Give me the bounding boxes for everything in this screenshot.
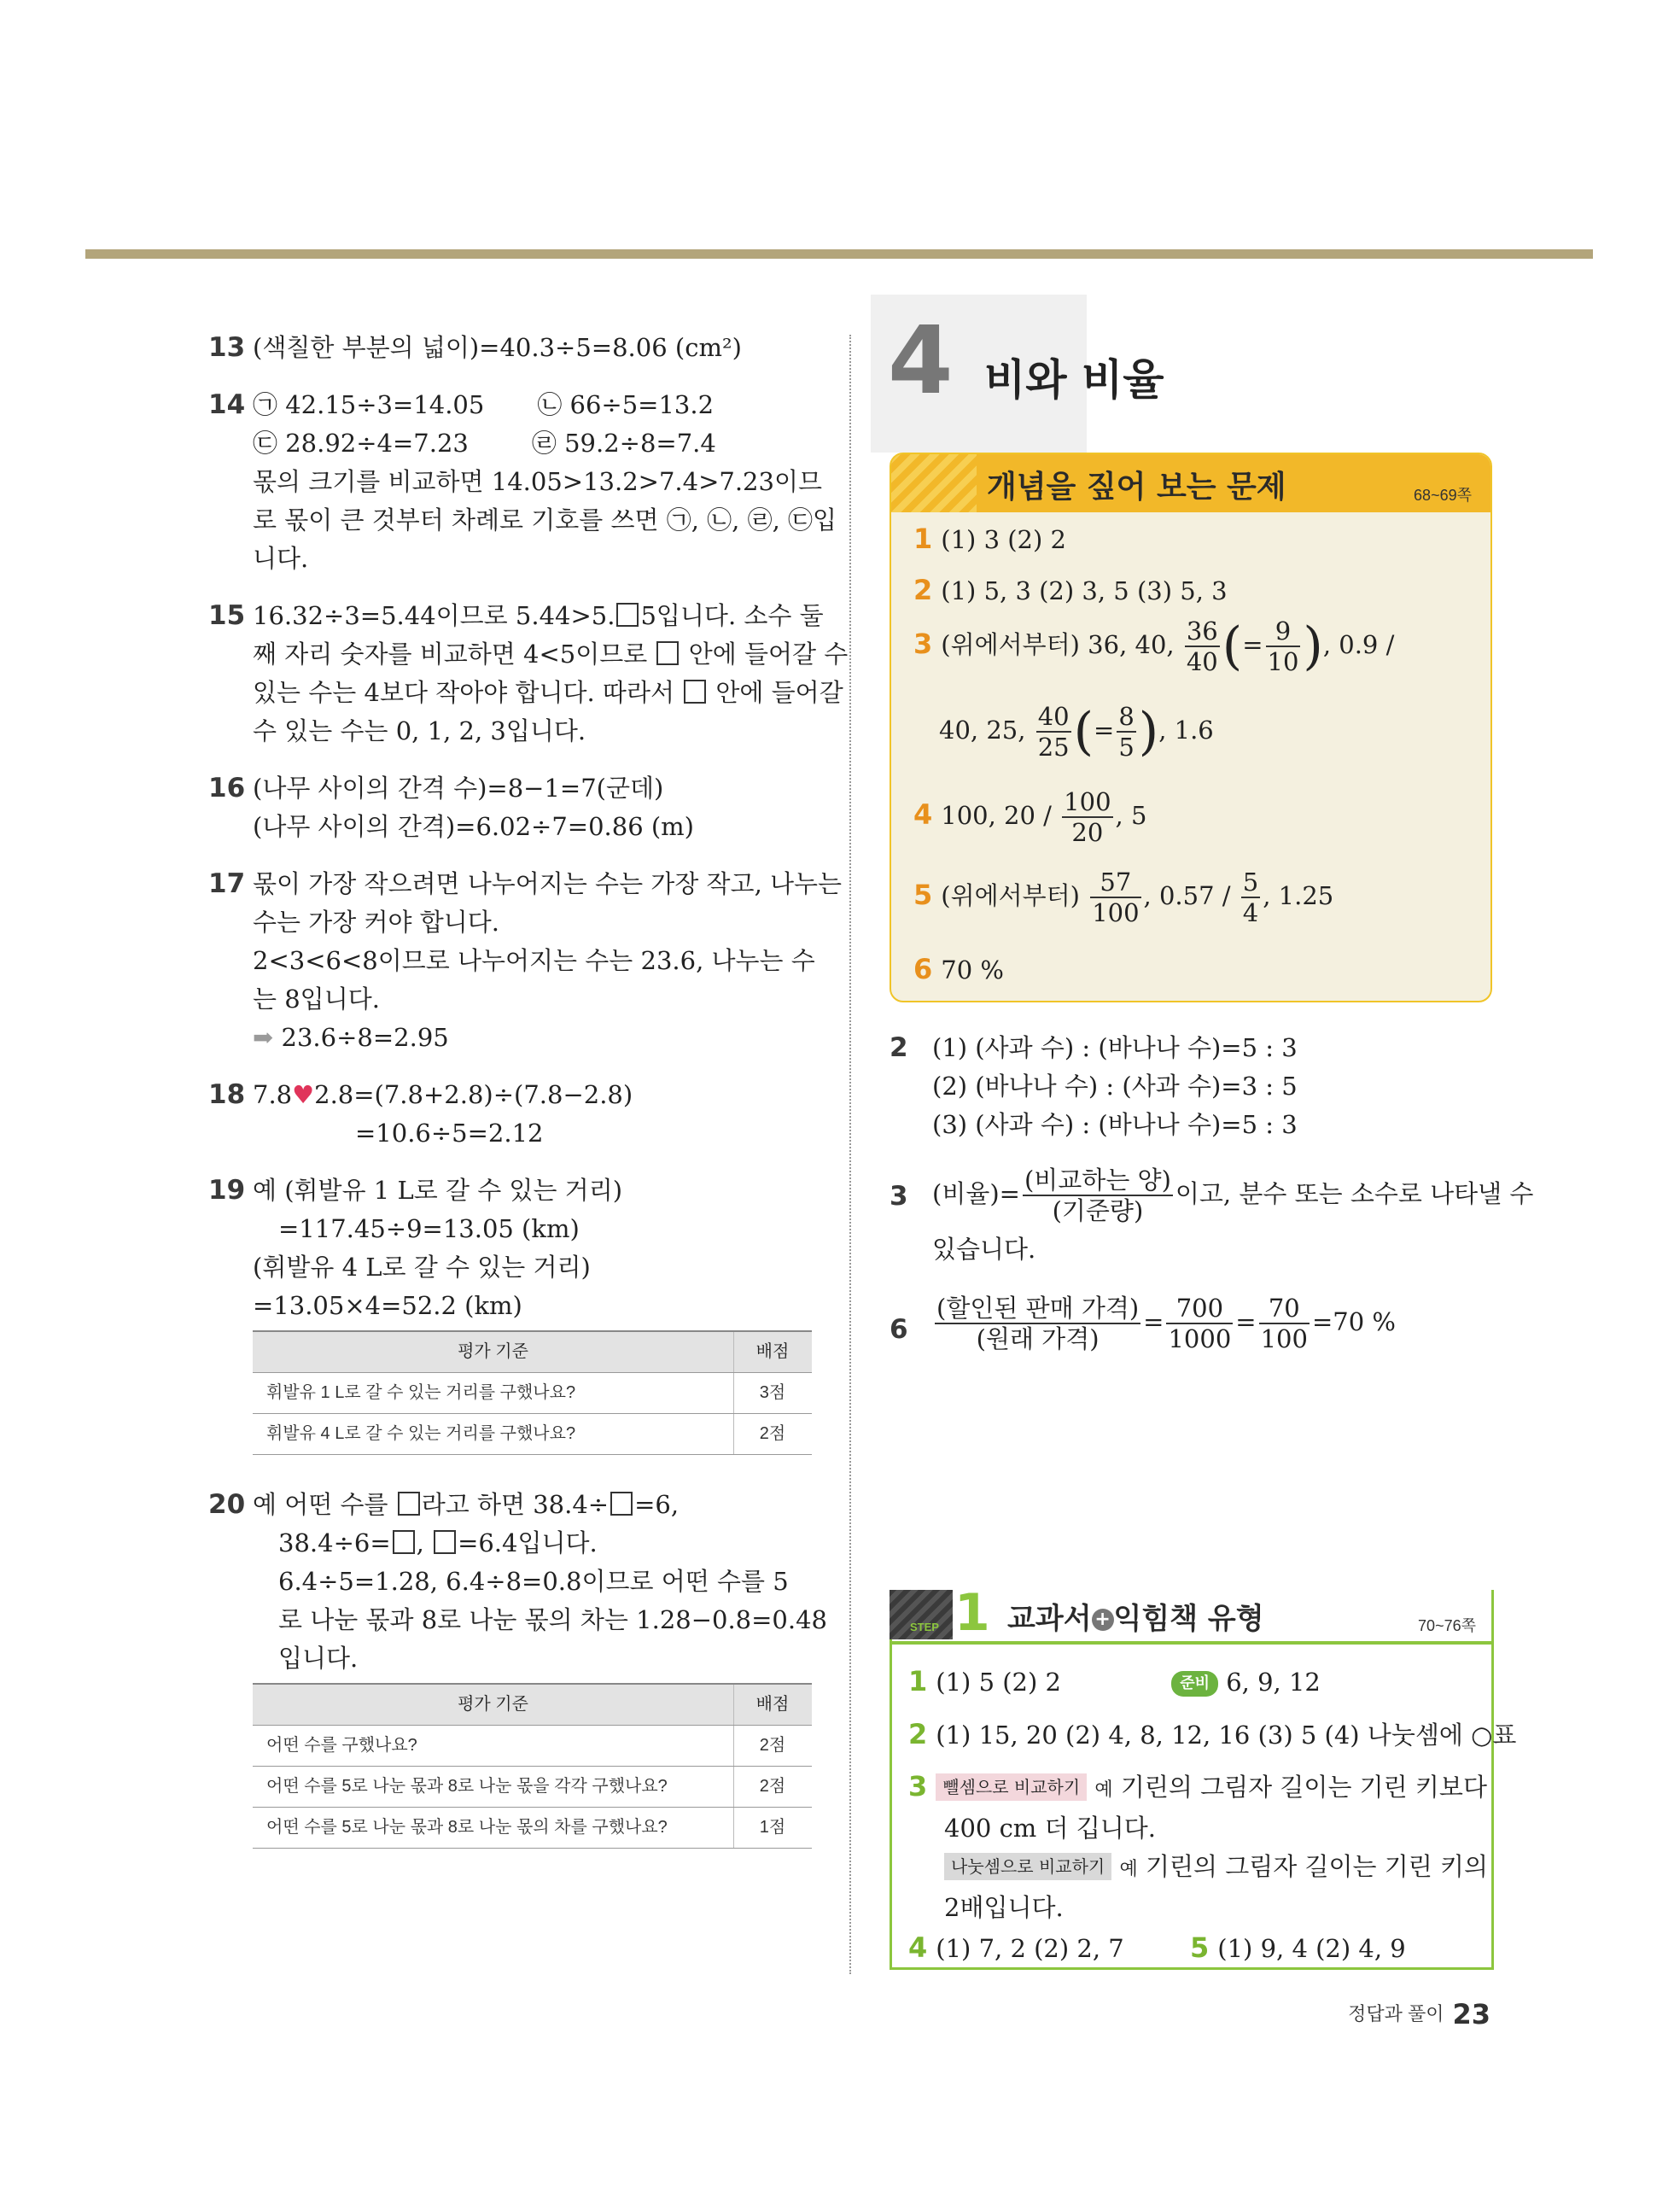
step-number: 1 [954,1583,990,1643]
numerator: 57 [1090,868,1140,898]
answer-body [890,1029,1298,1144]
item-d: ㉣ 59.2÷8=7.4 [531,429,716,458]
concept-answer-6 [913,953,1004,985]
text: 째 자리 숫자를 비교하면 4<5이므로 [253,640,648,669]
answer-line: 는 8입니다. [253,984,380,1014]
text: 38.4÷6= [278,1528,391,1557]
page-range: 70~76쪽 [1418,1617,1476,1634]
fraction [1023,1166,1173,1225]
answer-line: =117.45÷9=13.05 (km) [278,1214,580,1243]
answer-number: 2 [908,1718,928,1750]
concept-answer-5 [913,868,1333,927]
answer-text: (1) 3 (2) 2 [941,525,1066,554]
problem-18 [208,1076,810,1153]
problem-16 [208,769,810,846]
plus-icon: + [1092,1609,1114,1631]
text: =70 % [1311,1307,1396,1336]
text: 23.6÷8=2.95 [281,1023,449,1052]
blank-box [393,1530,415,1554]
method-tag: 나눗셈으로 비교하기 [944,1853,1111,1880]
concept-answer-1 [913,523,1066,555]
answer-number: 1 [908,1665,928,1697]
text: 7.8 [253,1080,293,1109]
answer-line [253,597,824,635]
problem-15 [208,597,849,751]
answer-text: (위에서부터) 36, 40, [941,630,1175,659]
answer-line: 로 나눈 몫과 8로 나눈 몫의 차는 1.28−0.8=0.48 [278,1605,828,1634]
heart-icon: ♥ [292,1080,315,1109]
answer-line: (휘발유 4 L로 갈 수 있는 거리) [253,1253,591,1282]
answer-number: 4 [908,1931,928,1964]
answer-number: 6 [913,953,933,985]
answer-line: 있습니다. [932,1235,1036,1264]
numerator: (비교하는 양) [1024,1166,1171,1195]
fraction [1185,616,1220,676]
answer-number: 4 [913,798,933,831]
problem-3 [890,1166,1533,1269]
answer-text: 6, 9, 12 [1226,1668,1321,1697]
equals: = [1235,1307,1257,1336]
item-b: ㉡ 66÷5=13.2 [537,390,715,419]
answer-line: 수는 가장 커야 합니다. [253,908,499,937]
fraction [1036,702,1071,762]
numerator: (할인된 판매 가격) [936,1294,1140,1323]
numerator: 100 [1064,787,1111,816]
denominator: 4 [1242,898,1259,927]
chapter-number: 4 [888,306,954,415]
answer-number: 3 [913,628,933,660]
blank-box [616,603,639,627]
table-row [253,1726,812,1767]
text: 5입니다. 소수 둘 [640,601,824,630]
page-footer [1348,1998,1490,2030]
answer-line [908,1848,1488,1889]
score-cell: 2점 [734,1767,813,1808]
prep-badge: 준비 [1171,1671,1218,1697]
fraction [1266,616,1301,676]
denominator: 100 [1260,1324,1308,1353]
answer-line: (3) (사과 수) : (바나나 수)=5 : 3 [932,1110,1298,1139]
fraction [1117,702,1135,762]
numerator: 5 [1242,868,1259,897]
concept-answer-3: 3 (위에서부터) 36, 40, $\frac{36}{40}$ (= $\frac{9}{10}$ ), 0.9 / [913,616,1395,676]
criteria-cell: 어떤 수를 구했나요? [253,1726,734,1767]
fraction [935,1294,1140,1353]
numerator: 36 [1186,616,1218,646]
answer-line [253,1076,810,1114]
answer-text: (1) 7, 2 (2) 2, 7 [936,1934,1124,1963]
step1-header [890,1583,1491,1645]
answer-number: 1 [913,523,933,555]
answer-line [253,1524,810,1563]
score-cell: 3점 [734,1373,813,1414]
example-mark: 예 [1094,1779,1113,1801]
blank-box [684,680,706,704]
problem-2 [890,1029,1298,1144]
table-row [253,1767,812,1808]
chapter-title: 비와 비율 [984,355,1164,405]
answer-line [253,424,810,463]
answer-line: 400 cm 더 깁니다. [944,1814,1157,1843]
denominator: 10 [1267,647,1299,676]
header-criteria: 평가 기준 [253,1684,734,1726]
left-column [208,329,849,1867]
text: 16.32÷3=5.44이므로 5.44>5. [253,601,615,630]
concept-answer-3-cont: 40, 25, $\frac{40}{25}$ (= $\frac{8}{5}$ ), 1.6 [939,702,1214,762]
step-answer-1 [908,1665,1321,1697]
answer-number: 2 [913,574,933,606]
answer-line [253,1019,810,1057]
step-answer-5 [1190,1931,1406,1964]
answer-text: (1) 9, 4 (2) 4, 9 [1217,1934,1406,1963]
fraction [1259,1294,1310,1353]
answer-number: 3 [908,1770,928,1802]
problem-number: 13 [208,332,246,363]
fraction [1062,787,1112,847]
table-row [253,1808,812,1849]
denominator: 40 [1186,647,1218,676]
step-answer-2 [908,1716,1516,1751]
header-score: 배점 [734,1684,813,1726]
answer-line: 2배입니다. [944,1893,1064,1922]
problem-19 [208,1171,810,1455]
blank-box [398,1492,420,1516]
item-c: ㉢ 28.92÷4=7.23 [253,429,469,458]
numerator: 700 [1166,1294,1233,1324]
problem-13 [208,329,810,367]
criteria-cell: 휘발유 1 L로 갈 수 있는 거리를 구했나요? [253,1373,734,1414]
answer-line: 몫의 크기를 비교하면 14.05>13.2>7.4>7.23이므 [253,467,822,496]
concept-title: 개념을 짚어 보는 문제 [987,470,1286,505]
answer-text: (1) 5 (2) 2 [936,1668,1061,1697]
text: 이고, 분수 또는 소수로 나타낼 수 [1175,1179,1534,1208]
answer-line [253,635,849,674]
answer-line: (1) (사과 수) : (바나나 수)=5 : 3 [932,1033,1298,1062]
text: 안에 들어갈 [715,678,843,707]
answer-line [253,674,843,712]
problem-number: 14 [208,389,246,420]
scoring-table [253,1683,812,1849]
item-a: ㉠ 42.15÷3=14.05 [253,390,485,419]
answer-text: (위에서부터) [941,881,1080,910]
problem-number: 17 [208,868,246,899]
problem-17 [208,865,843,1057]
denominator: 5 [1118,733,1135,762]
answer-line: (나무 사이의 간격)=6.02÷7=0.86 (m) [253,812,694,841]
problem-number: 19 [208,1175,246,1206]
equals: = [1143,1307,1164,1336]
answer-number: 5 [913,879,933,911]
answer-text: 기린의 그림자 길이는 기린 키보다 [1120,1773,1487,1802]
answer-line: 2<3<6<8이므로 나누어지는 수는 23.6, 나누는 수 [253,946,815,975]
text: 2.8=(7.8+2.8)÷(7.8−2.8) [314,1080,633,1109]
step-title [1007,1595,1264,1637]
denominator: (기준량) [1052,1196,1144,1225]
problem-number: 15 [208,600,246,631]
answer-text: , 5 [1115,801,1147,830]
denominator: 25 [1037,733,1070,762]
problem-number: 2 [890,1032,908,1063]
method-tag: 뺄셈으로 비교하기 [936,1773,1087,1801]
blank-box [434,1530,456,1554]
answer-text: , 1.25 [1263,881,1334,910]
problem-14 [208,386,837,578]
denominator: (원래 가격) [976,1324,1100,1353]
problem-number: 18 [208,1079,246,1110]
answer-line: (나무 사이의 간격 수)=8−1=7(군데) [253,774,664,803]
problem-number: 3 [890,1181,908,1212]
criteria-cell: 어떤 수를 5로 나눈 몫과 8로 나눈 몫을 각각 구했나요? [253,1767,734,1808]
denominator: 20 [1071,818,1104,847]
answer-line: 예 (휘발유 1 L로 갈 수 있는 거리) [253,1176,623,1205]
text: =6.4입니다. [458,1528,598,1557]
step-answer-3 [908,1767,1488,1927]
scoring-table [253,1330,812,1455]
answer-line: 몫이 가장 작으려면 나누어지는 수는 가장 작고, 나누는 [253,869,843,898]
title-part: 익힘책 유형 [1113,1602,1264,1636]
text: 있는 수는 4보다 작아야 합니다. 따라서 [253,678,674,707]
answer-line: (색칠한 부분의 넓이)=40.3÷5=8.06 (cm²) [253,333,742,362]
answer-text: 40, 25, [939,716,1026,745]
problem-number: 6 [890,1314,908,1345]
answer-body [890,1166,1533,1269]
answer-line: 니다. [253,544,309,573]
answer-text: 70 % [941,955,1004,984]
answer-line: 6.4÷5=1.28, 6.4÷8=0.8이므로 어떤 수를 5 [278,1567,789,1596]
arrow-right-icon: ➡ [253,1023,274,1052]
concept-answer-4 [913,787,1146,847]
problem-20 [208,1486,828,1849]
answer-line: 로 몫이 큰 것부터 차례로 기호를 쓰면 ㉠, ㉡, ㉣, ㉢입 [253,505,837,535]
fraction [1090,868,1140,927]
header-rule [85,249,1593,259]
numerator: 40 [1037,702,1070,731]
text: 예 어떤 수를 [253,1490,388,1519]
numerator: 9 [1266,616,1301,647]
answer-line: =10.6÷5=2.12 [355,1119,544,1148]
answer-number: 5 [1190,1931,1210,1964]
blank-box [610,1492,633,1516]
criteria-cell: 휘발유 4 L로 갈 수 있는 거리를 구했나요? [253,1414,734,1455]
denominator: 100 [1092,898,1140,927]
score-cell: 2점 [734,1414,813,1455]
answer-line [253,1486,810,1524]
header-score: 배점 [734,1331,813,1373]
criteria-cell: 어떤 수를 5로 나눈 몫과 8로 나눈 몫의 차를 구했나요? [253,1808,734,1849]
problem-6 [890,1294,1396,1353]
numerator: 8 [1118,702,1135,731]
title-part: 교과서 [1007,1602,1092,1636]
step-answer-4 [908,1931,1124,1964]
answer-line: 입니다. [278,1644,359,1673]
example-mark: 예 [1119,1859,1138,1880]
answer-line: =13.05×4=52.2 (km) [253,1291,522,1320]
text: , [416,1528,424,1557]
answer-line: 수 있는 수는 0, 1, 2, 3입니다. [253,716,586,745]
text: 라고 하면 38.4÷ [421,1490,610,1519]
score-cell: 2점 [734,1726,813,1767]
blank-box [656,641,679,665]
answer-text: , 1.6 [1158,716,1214,745]
page-number: 23 [1452,1998,1490,2030]
answer-text: 기린의 그림자 길이는 기린 키의 [1145,1852,1489,1881]
concept-review-box [890,453,1492,1002]
text: =6, [634,1490,680,1519]
denominator: 1000 [1168,1324,1232,1353]
fraction [1166,1294,1233,1353]
text: (비율)= [932,1179,1020,1208]
answer-text: , 0.57 / [1143,881,1231,910]
header-stripe [891,454,977,512]
answer-line: (2) (바나나 수) : (사과 수)=3 : 5 [932,1072,1298,1101]
score-cell: 1점 [734,1808,813,1849]
answer-line [908,1767,1488,1809]
problem-number: 16 [208,773,246,803]
table-row [253,1414,812,1455]
column-divider [849,335,851,1974]
text: 안에 들어갈 수 [688,640,849,669]
footer-label: 정답과 풀이 [1348,2003,1444,2024]
problem-number: 20 [208,1489,246,1520]
concept-answer-2 [913,574,1228,606]
header-criteria: 평가 기준 [253,1331,734,1373]
numerator: 70 [1259,1294,1310,1324]
answer-line [253,386,810,424]
answer-body [890,1294,1396,1353]
answer-text: 100, 20 / [941,801,1052,830]
fraction [1241,868,1260,927]
table-row [253,1373,812,1414]
page-range: 68~69쪽 [1414,487,1472,504]
answer-line [932,1166,1533,1225]
step-label: STEP [910,1621,939,1633]
answer-text: (1) 15, 20 (2) 4, 8, 12, 16 (3) 5 (4) 나눗셈에 ○표 [936,1721,1517,1750]
concept-header [891,454,1490,512]
answer-text: (1) 5, 3 (2) 3, 5 (3) 5, 3 [941,576,1228,605]
answer-text: , 0.9 / [1322,630,1395,659]
